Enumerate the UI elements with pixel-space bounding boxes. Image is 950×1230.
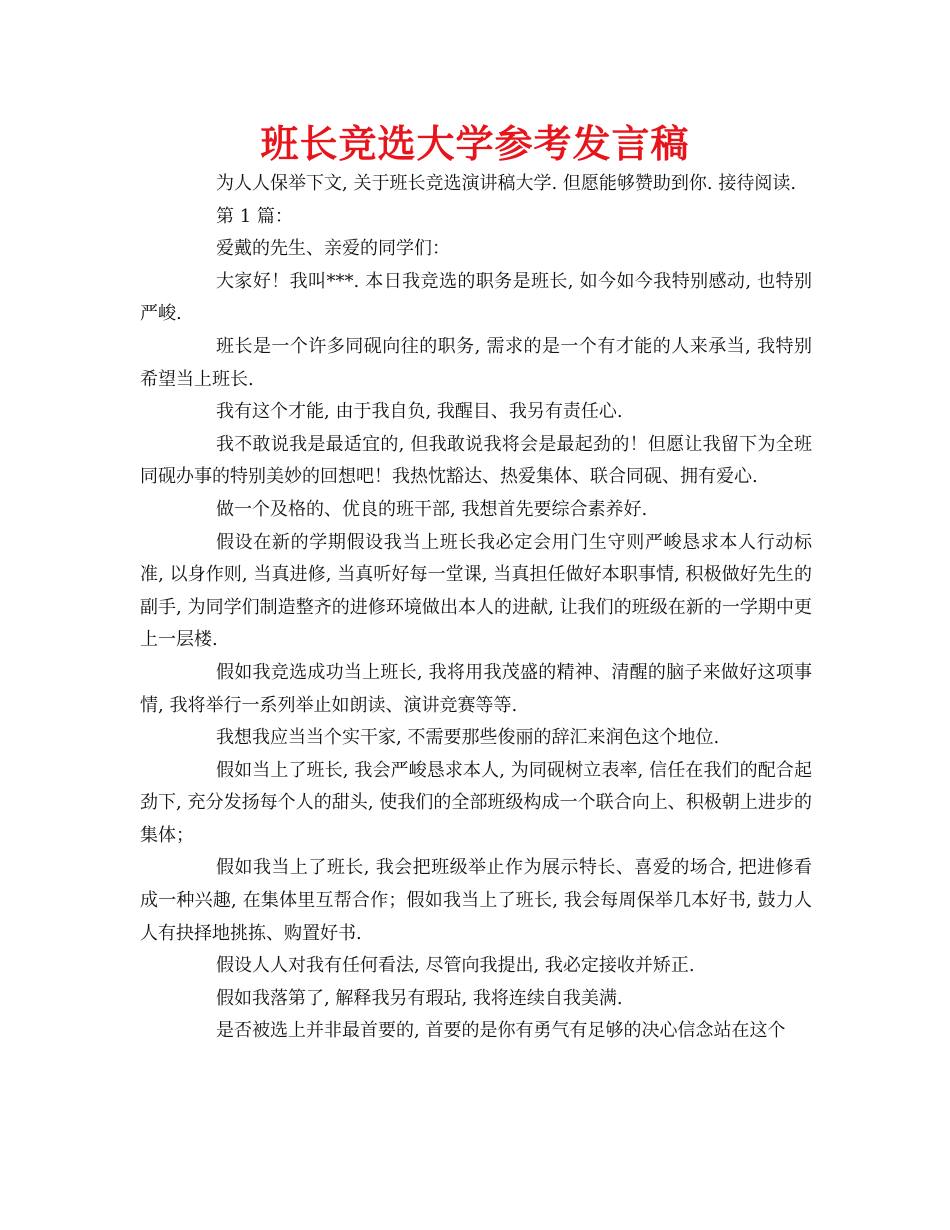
- paragraph: 假如我当上了班长, 我会把班级举止作为展示特长、喜爱的场合, 把进修看成一种兴趣, 在集体里互帮合作；假如我当上了班长, 我会每周保举几本好书, 鼓力人人有抉择地挑拣、购置好书.: [140, 857, 812, 944]
- page-title: 班长竞选大学参考发言稿: [260, 122, 690, 166]
- document-body: [140, 168, 812, 1048]
- paragraph: 我想我应当当个实干家, 不需要那些俊丽的辞汇来润色这个地位.: [216, 727, 720, 749]
- paragraph: 做一个及格的、优良的班干部, 我想首先要综合素养好.: [216, 498, 648, 520]
- paragraph: 是否被选上并非最首要的, 首要的是你有勇气有足够的决心信念站在这个: [216, 1020, 786, 1042]
- paragraph: 大家好！我叫***. 本日我竞选的职务是班长, 如今如今我特别感动, 也特别严峻.: [140, 270, 812, 325]
- paragraph: 假如当上了班长, 我会严峻恳求本人, 为同砚树立表率, 信任在我们的配合起劲下, 充分发扬每个人的甜头, 使我们的全部班级构成一个联合向上、积极朝上进步的集体；: [140, 759, 812, 846]
- paragraph: 为人人保举下文, 关于班长竞选演讲稿大学. 但愿能够赞助到你. 接待阅读.: [216, 173, 797, 194]
- paragraph: 我不敢说我是最适宜的, 但我敢说我将会是最起劲的！但愿让我留下为全班同砚办事的特别美妙的回想吧！我热忱豁达、热爱集体、联合同砚、拥有爱心.: [140, 433, 812, 488]
- paragraph: 假如我落第了, 解释我另有瑕玷, 我将连续自我美满.: [216, 987, 623, 1009]
- paragraph: 假设在新的学期假设我当上班长我必定会用门生守则严峻恳求本人行动标准, 以身作则, 当真进修, 当真听好每一堂课, 当真担任做好本职事情, 积极做好先生的副手, 为同学们制造整齐的进修环境做出本人的进献, 让我们的班级在新的一学期中更上一层楼.: [140, 531, 812, 651]
- paragraph: 班长是一个许多同砚向往的职务, 需求的是一个有才能的人来承当, 我特别希望当上班长.: [140, 335, 812, 390]
- paragraph: 假设人人对我有任何看法, 尽管向我提出, 我必定接收并矫正.: [216, 955, 695, 977]
- paragraph: 第 1 篇：: [216, 205, 293, 227]
- paragraph: 假如我竞选成功当上班长, 我将用我茂盛的精神、清醒的脑子来做好这项事情, 我将举行一系列举止如朗读、演讲竞赛等等.: [140, 661, 812, 716]
- paragraph: 我有这个才能, 由于我自负, 我醒目、我另有责任心.: [216, 401, 623, 423]
- paragraph: 爱戴的先生、亲爱的同学们：: [216, 238, 450, 260]
